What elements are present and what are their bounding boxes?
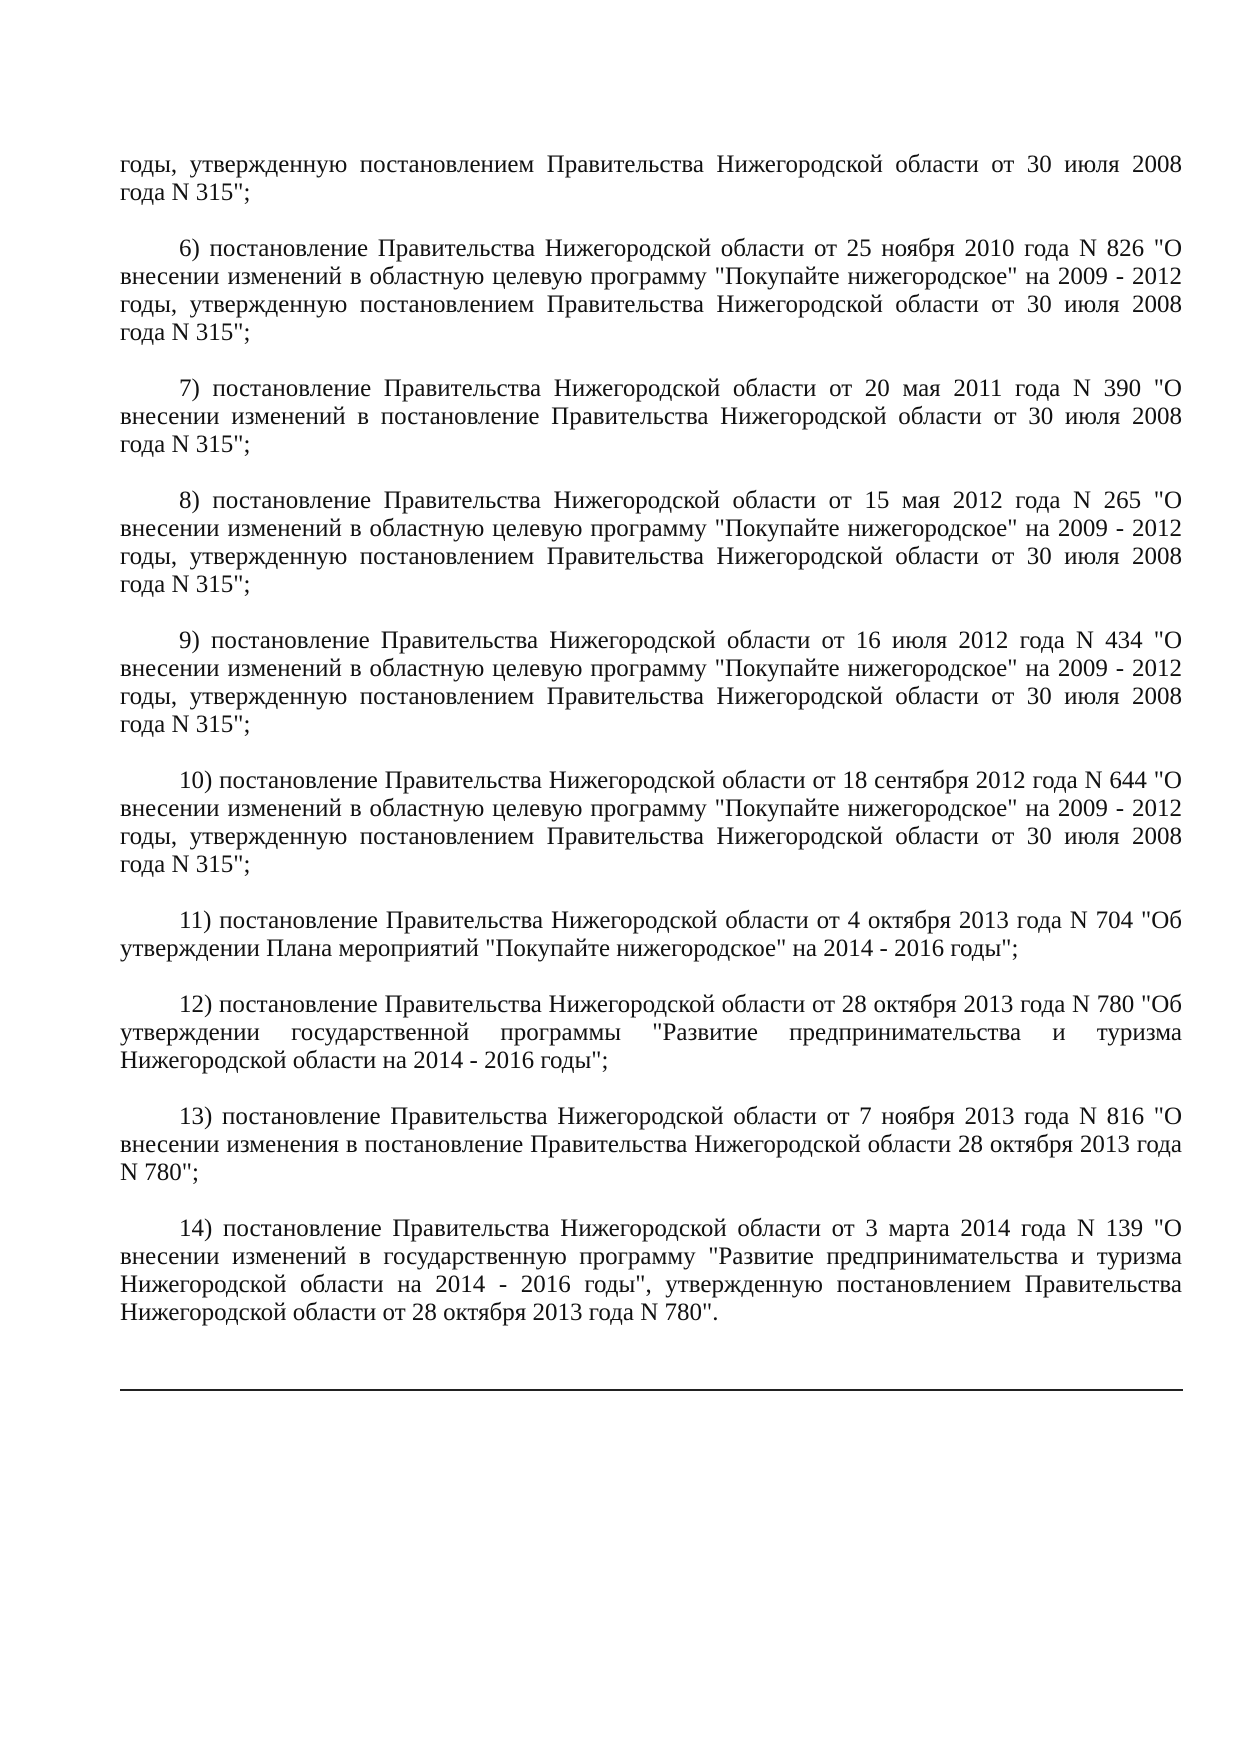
paragraph-line: Нижегородской области на 2014 - 2016 годы", утвержденную постановлением Правительства (120, 1271, 1182, 1298)
paragraph-line: годы, утвержденную постановлением Правительства Нижегородской области от 30 июля 2008 (120, 683, 1182, 710)
paragraph-line: 13) постановление Правительства Нижегородской области от 7 ноября 2013 года N 816 "О (179, 1103, 1182, 1130)
document-paragraph (120, 375, 1182, 459)
paragraph-line: года N 315"; (120, 711, 251, 738)
paragraph-line: N 780"; (120, 1159, 199, 1186)
paragraph-line: года N 315"; (120, 851, 251, 878)
document-paragraph (120, 767, 1182, 879)
paragraph-line: года N 315"; (120, 571, 251, 598)
document-paragraph (120, 907, 1182, 963)
footer-divider (120, 1389, 1183, 1391)
paragraph-line: Нижегородской области от 28 октября 2013 года N 780". (120, 1299, 719, 1326)
paragraph-line: утверждении государственной программы "Развитие предпринимательства и туризма (120, 1019, 1182, 1046)
paragraph-line: внесении изменений в областную целевую программу "Покупайте нижегородское" на 2009 - 2012 (120, 795, 1182, 822)
paragraph-line: внесении изменений в областную целевую программу "Покупайте нижегородское" на 2009 - 2012 (120, 655, 1182, 682)
paragraph-line: года N 315"; (120, 431, 251, 458)
paragraph-line: годы, утвержденную постановлением Правительства Нижегородской области от 30 июля 2008 (120, 823, 1182, 850)
paragraph-line: внесении изменений в областную целевую программу "Покупайте нижегородское" на 2009 - 2012 (120, 263, 1182, 290)
document-paragraph (120, 1103, 1182, 1187)
paragraph-line: 10) постановление Правительства Нижегородской области от 18 сентября 2012 года N 644 "О (179, 767, 1182, 794)
paragraph-line: 8) постановление Правительства Нижегородской области от 15 мая 2012 года N 265 "О (179, 487, 1182, 514)
paragraph-line: Нижегородской области на 2014 - 2016 годы"; (120, 1047, 609, 1074)
document-paragraph (120, 1215, 1182, 1327)
document-paragraph (120, 235, 1182, 347)
document-paragraph (120, 151, 1182, 207)
paragraph-line: годы, утвержденную постановлением Правительства Нижегородской области от 30 июля 2008 (120, 543, 1182, 570)
document-paragraph (120, 627, 1182, 739)
paragraph-line: года N 315"; (120, 179, 251, 206)
paragraph-line: года N 315"; (120, 319, 251, 346)
paragraph-line: 14) постановление Правительства Нижегородской области от 3 марта 2014 года N 139 "О (179, 1215, 1182, 1242)
paragraph-line: годы, утвержденную постановлением Правительства Нижегородской области от 30 июля 2008 (120, 291, 1182, 318)
paragraph-line: годы, утвержденную постановлением Правительства Нижегородской области от 30 июля 2008 (120, 151, 1182, 178)
document-paragraph (120, 487, 1182, 599)
paragraph-line: утверждении Плана мероприятий "Покупайте нижегородское" на 2014 - 2016 годы"; (120, 935, 1019, 962)
paragraph-line: 6) постановление Правительства Нижегородской области от 25 ноября 2010 года N 826 "О (179, 235, 1182, 262)
paragraph-line: внесении изменения в постановление Правительства Нижегородской области 28 октября 2013 года (120, 1131, 1182, 1158)
paragraph-line: 7) постановление Правительства Нижегородской области от 20 мая 2011 года N 390 "О (179, 375, 1182, 402)
paragraph-line: внесении изменений в областную целевую программу "Покупайте нижегородское" на 2009 - 2012 (120, 515, 1182, 542)
paragraph-line: 12) постановление Правительства Нижегородской области от 28 октября 2013 года N 780 "Об (179, 991, 1182, 1018)
paragraph-line: 11) постановление Правительства Нижегородской области от 4 октября 2013 года N 704 "Об (179, 907, 1182, 934)
paragraph-line: внесении изменений в государственную программу "Развитие предпринимательства и туризма (120, 1243, 1182, 1270)
paragraph-line: внесении изменений в постановление Правительства Нижегородской области от 30 июля 2008 (120, 403, 1182, 430)
document-paragraph (120, 991, 1182, 1075)
document-body (120, 151, 1182, 1355)
paragraph-line: 9) постановление Правительства Нижегородской области от 16 июля 2012 года N 434 "О (179, 627, 1182, 654)
